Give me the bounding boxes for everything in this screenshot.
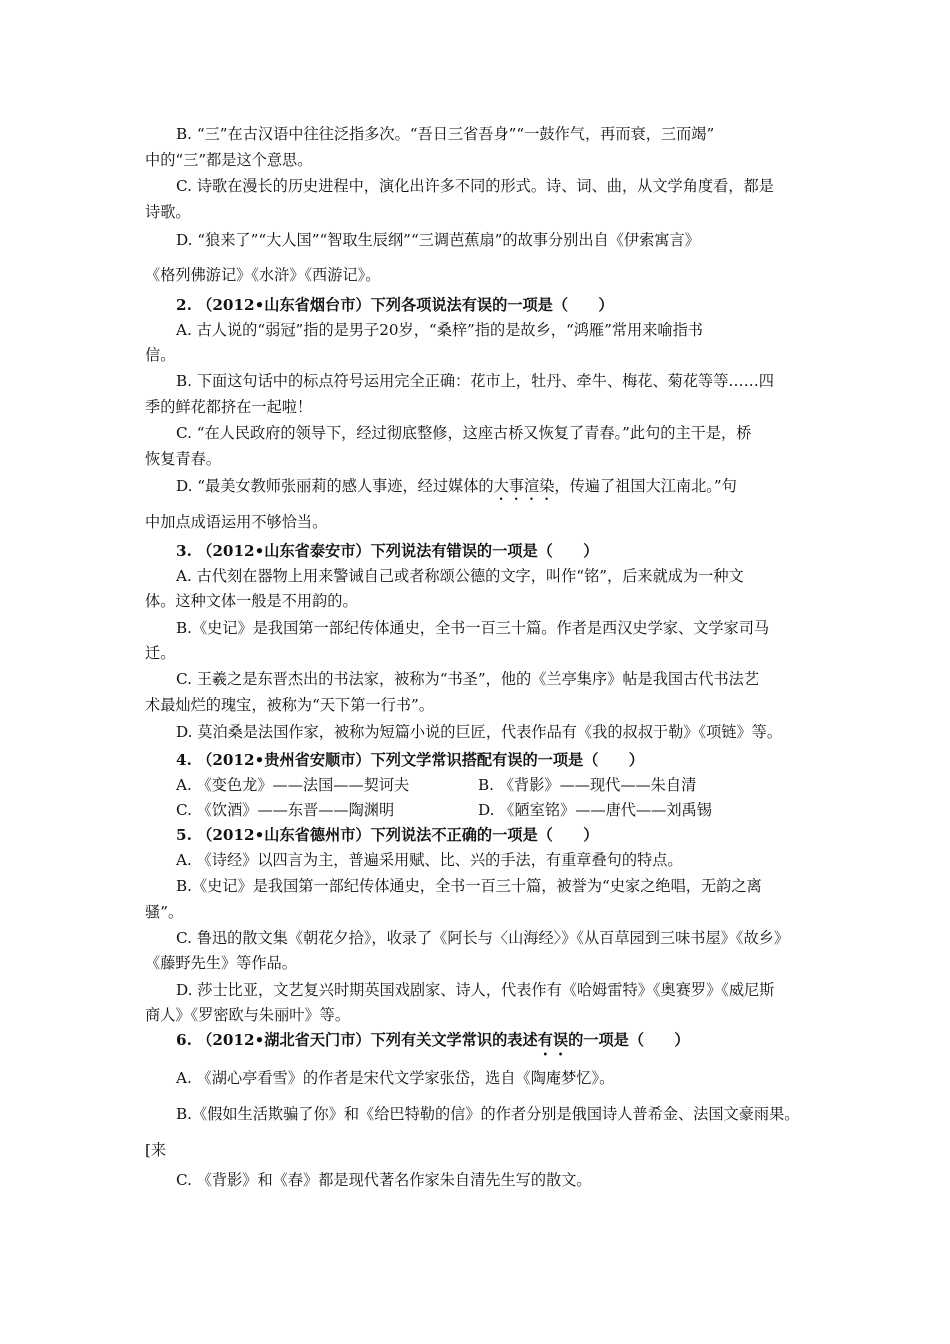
q6-option-b-line1: B.《假如生活欺骗了你》和《给巴特勒的信》的作者分别是俄国诗人普希金、法国文豪雨果。 — [176, 1105, 800, 1123]
q2-option-c-line2: 恢复青春。 — [145, 450, 221, 468]
q5-option-c-line2: 《藤野先生》等作品。 — [145, 954, 297, 972]
q6-option-b-line2: [来 — [145, 1141, 167, 1159]
q5-option-c-line1: C. 鲁迅的散文集《朝花夕拾》，收录了《阿长与〈山海经〉》《从百草园到三味书屋》《故乡》 — [176, 929, 790, 947]
q6-option-a-line1: A. 《湖心亭看雪》的作者是宋代文学家张岱，选自《陶庵梦忆》。 — [176, 1069, 615, 1087]
q3-option-b-line1: B.《史记》是我国第一部纪传体通史，全书一百三十篇。作者是西汉史学家、文学家司马 — [176, 619, 770, 637]
q2-option-d-line2: 中加点成语运用不够恰当。 — [145, 513, 328, 531]
q4-option-b: B. 《背影》——现代——朱自清 — [478, 776, 697, 794]
q5-option-b-line1: B.《史记》是我国第一部纪传体通史，全书一百三十篇，被誉为“史家之绝唱，无韵之离 — [176, 877, 762, 895]
q2-option-b-line2: 季的鲜花都挤在一起啦！ — [145, 398, 313, 416]
q1-option-d-line1: D. “狼来了”“大人国”“智取生辰纲”“三调芭蕉扇”的故事分别出自《伊索寓言》 — [176, 231, 700, 249]
q2-option-c-line1: C. “在人民政府的领导下，经过彻底整修，这座古桥又恢复了青春。”此句的主干是，桥 — [176, 424, 752, 442]
q6-title-before: 6. （2012•湖北省天门市）下列有关文学常识的表述 — [176, 1031, 538, 1049]
q4-option-d: D. 《陋室铭》——唐代——刘禹锡 — [478, 801, 712, 819]
q6-option-c-line1: C. 《背影》和《春》都是现代著名作家朱自清先生写的散文。 — [176, 1171, 592, 1189]
q2-option-d-text-after: ，传遍了祖国大江南北。”句 — [554, 477, 737, 495]
q1-option-b-line2: 中的“三”都是这个意思。 — [145, 151, 313, 169]
q5-option-d-line2: 商人》《罗密欧与朱丽叶》等。 — [145, 1006, 351, 1024]
question-3-title: 3. （2012•山东省泰安市）下列说法有错误的一项是（ ） — [176, 542, 599, 560]
question-5-title: 5. （2012•山东省德州市）下列说法不正确的一项是（ ） — [176, 826, 599, 844]
q2-option-d-line1 — [176, 476, 737, 504]
q5-option-b-line2: 骚”。 — [145, 903, 184, 921]
q1-option-c-line2: 诗歌。 — [145, 203, 191, 221]
emphasized-word: 有误 — [537, 1031, 569, 1049]
q3-option-c-line2: 术最灿烂的瑰宝，被称为“天下第一行书”。 — [145, 696, 434, 714]
question-4-title: 4. （2012•贵州省安顺市）下列文学常识搭配有误的一项是（ ） — [176, 751, 644, 769]
q3-option-c-line1: C. 王羲之是东晋杰出的书法家，被称为“书圣”，他的《兰亭集序》帖是我国古代书法艺 — [176, 670, 760, 688]
q4-option-c: C. 《饮酒》——东晋——陶渊明 — [176, 801, 395, 819]
q5-option-a-line1: A. 《诗经》以四言为主，普遍采用赋、比、兴的手法，有重章叠句的特点。 — [176, 851, 683, 869]
q1-option-c-line1: C. 诗歌在漫长的历史进程中，演化出许多不同的形式。诗、词、曲，从文学角度看，都是 — [176, 177, 774, 195]
q2-option-b-line1: B. 下面这句话中的标点符号运用完全正确：花市上，牡丹、牵牛、梅花、菊花等等……四 — [176, 372, 774, 390]
q1-option-d-line2: 《格列佛游记》《水浒》《西游记》。 — [145, 266, 381, 284]
q4-option-a: A. 《变色龙》——法国——契诃夫 — [176, 776, 410, 794]
q2-option-a-line1: A. 古人说的“弱冠”指的是男子20岁，“桑梓”指的是故乡，“鸿雁”常用来喻指书 — [176, 321, 703, 339]
question-6-title — [176, 1030, 690, 1059]
q5-option-d-line1: D. 莎士比亚，文艺复兴时期英国戏剧家、诗人，代表作有《哈姆雷特》《奥赛罗》《威尼斯 — [176, 981, 775, 999]
q3-option-a-line2: 体。这种文体一般是不用韵的。 — [145, 592, 358, 610]
q2-option-d-text-before: D. “最美女教师张丽莉的感人事迹，经过媒体的 — [176, 477, 494, 495]
q3-option-a-line1: A. 古代刻在器物上用来警诫自己或者称颂公德的文字，叫作“铭”，后来就成为一种文 — [176, 567, 744, 585]
q6-title-after: 的一项是（ ） — [568, 1031, 690, 1049]
q2-option-a-line2: 信。 — [145, 346, 176, 364]
q1-option-b-line1: B. “三”在古汉语中往往泛指多次。“吾日三省吾身”“一鼓作气，再而衰，三而竭” — [176, 125, 715, 143]
q3-option-d-line1: D. 莫泊桑是法国作家，被称为短篇小说的巨匠，代表作品有《我的叔叔于勒》《项链》等。 — [176, 723, 783, 741]
emphasized-idiom: 大事渲染 — [493, 477, 555, 495]
q3-option-b-line2: 迁。 — [145, 644, 176, 662]
question-2-title: 2. （2012•山东省烟台市）下列各项说法有误的一项是（ ） — [176, 296, 614, 314]
